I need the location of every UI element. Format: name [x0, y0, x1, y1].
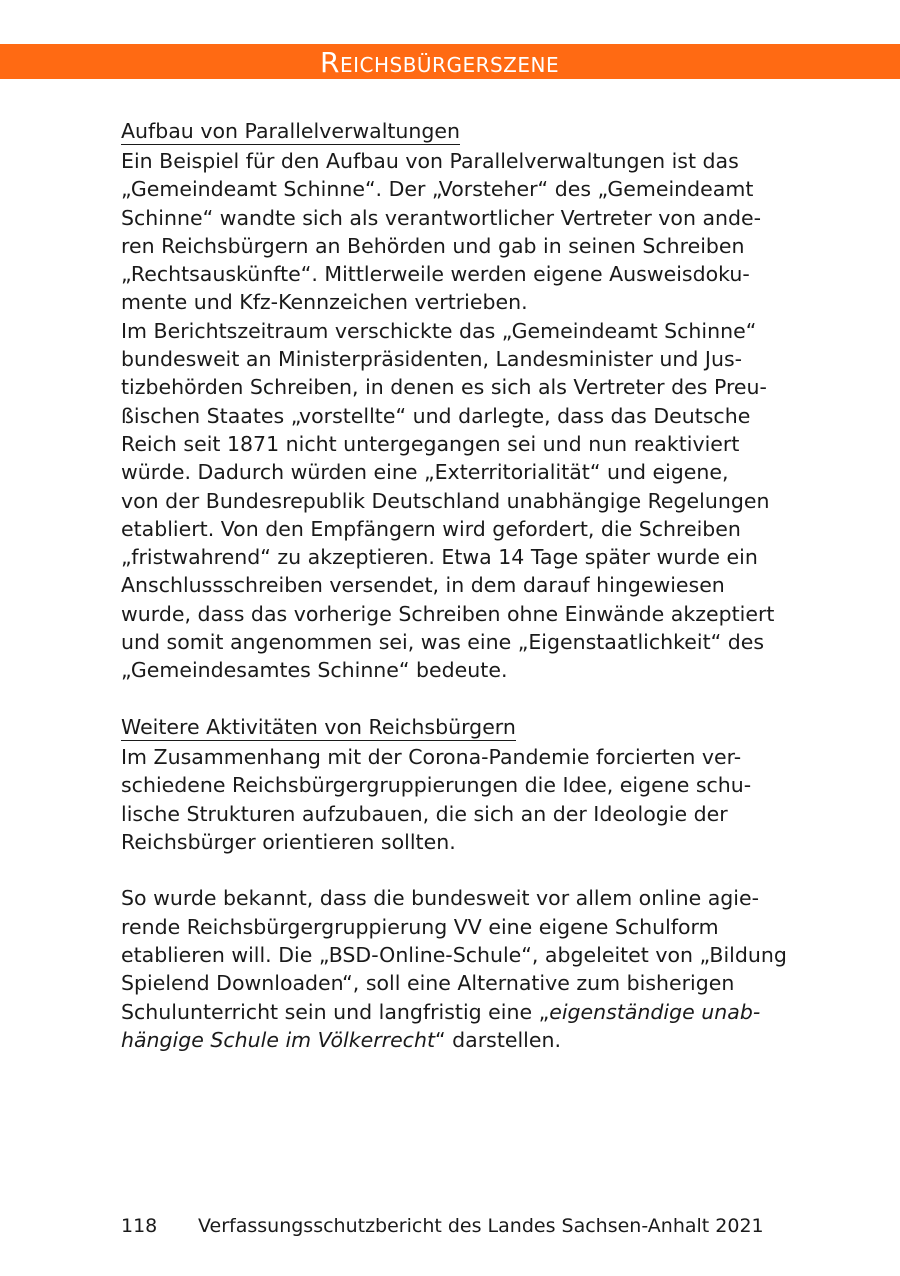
- line-text: Schulunterricht sein und langfristig eine „: [121, 999, 550, 1024]
- quote-italic: eigenständige unab-: [549, 999, 761, 1024]
- paragraph-line: schiedene Reichsbürgergruppierungen die Idee, eigene schu-: [121, 773, 752, 798]
- paragraph-line: würde. Dadurch würden eine „Exterritorialität“ und eigene,: [121, 460, 729, 485]
- paragraph-line: und somit angenommen sei, was eine „Eigenstaatlichkeit“ des: [121, 630, 765, 655]
- section-heading: Aufbau von Parallelverwaltungen: [121, 119, 461, 143]
- chapter-title: Reichsbürgerszene: [320, 46, 560, 79]
- paragraph-line: Reichsbürger orientieren sollten.: [121, 829, 456, 854]
- paragraph-line: lische Strukturen aufzubauen, die sich an der Ideologie der: [121, 801, 728, 826]
- paragraph-line: ßischen Staates „vorstellte“ und darlegte, dass das Deutsche: [121, 403, 751, 428]
- paragraph-line: bundesweit an Ministerpräsidenten, Landesminister und Jus-: [121, 347, 743, 372]
- publication-title: Verfassungsschutzbericht des Landes Sachsen-Anhalt 2021: [198, 1215, 764, 1237]
- paragraph-line: So wurde bekannt, dass die bundesweit vor allem online agie-: [121, 886, 760, 911]
- paragraph-line: „fristwahrend“ zu akzeptieren. Etwa 14 Tage später wurde ein: [121, 545, 758, 570]
- section-weitere-aktivitaeten: [121, 713, 801, 856]
- quote-italic: hängige Schule im Völkerrecht: [121, 1027, 435, 1052]
- paragraph-line: etabliert. Von den Empfängern wird gefordert, die Schreiben: [121, 516, 741, 541]
- section-parallelverwaltungen: [121, 117, 801, 685]
- paragraph-line: Ein Beispiel für den Aufbau von Parallelverwaltungen ist das: [121, 149, 739, 173]
- paragraph-line: „Gemeindeamt Schinne“. Der „Vorsteher“ des „Gemeindeamt: [121, 177, 754, 202]
- paragraph-line: Im Berichtszeitraum verschickte das „Gemeindeamt Schinne“: [121, 318, 757, 343]
- paragraph-line: von der Bundesrepublik Deutschland unabhängige Regelungen: [121, 488, 770, 513]
- paragraph-line: tizbehörden Schreiben, in denen es sich als Vertreter des Preu-: [121, 375, 767, 400]
- paragraph-line: „Gemeindesamtes Schinne“ bedeute.: [121, 658, 508, 683]
- section-heading: Weitere Aktivitäten von Reichsbürgern: [121, 714, 516, 739]
- paragraph-line: etablieren will. Die „BSD-Online-Schule“, abgeleitet von „Bildung: [121, 943, 787, 968]
- page-footer: [121, 1214, 764, 1238]
- paragraph-line: „Rechtsauskünfte“. Mittlerweile werden eigene Ausweisdoku-: [121, 262, 750, 287]
- paragraph-line: wurde, dass das vorherige Schreiben ohne Einwände akzeptiert: [121, 601, 775, 626]
- paragraph-line: Schinne“ wandte sich als verantwortlicher Vertreter von ande-: [121, 205, 762, 230]
- paragraph-line: Anschlussschreiben versendet, in dem darauf hingewiesen: [121, 573, 725, 598]
- paragraph-bsd-online-schule: [121, 884, 801, 1054]
- paragraph-line: Spielend Downloaden“, soll eine Alternative zum bisherigen: [121, 971, 735, 996]
- line-text: “ darstellen.: [435, 1027, 561, 1052]
- paragraph-line: Reich seit 1871 nicht untergegangen sei und nun reaktiviert: [121, 431, 740, 456]
- paragraph-line: Im Zusammenhang mit der Corona-Pandemie forcierten ver-: [121, 744, 742, 769]
- paragraph-line: [121, 998, 801, 1026]
- paragraph-line: mente und Kfz-Kennzeichen vertrieben.: [121, 290, 528, 315]
- spacer: [121, 685, 801, 713]
- paragraph-line: [121, 1026, 801, 1054]
- page-content: [121, 117, 801, 1054]
- spacer: [121, 856, 801, 884]
- paragraph-line: ren Reichsbürgern an Behörden und gab in seinen Schreiben: [121, 233, 745, 258]
- page-number: 118: [121, 1215, 158, 1237]
- paragraph-line: rende Reichsbürgergruppierung VV eine eigene Schulform: [121, 914, 719, 939]
